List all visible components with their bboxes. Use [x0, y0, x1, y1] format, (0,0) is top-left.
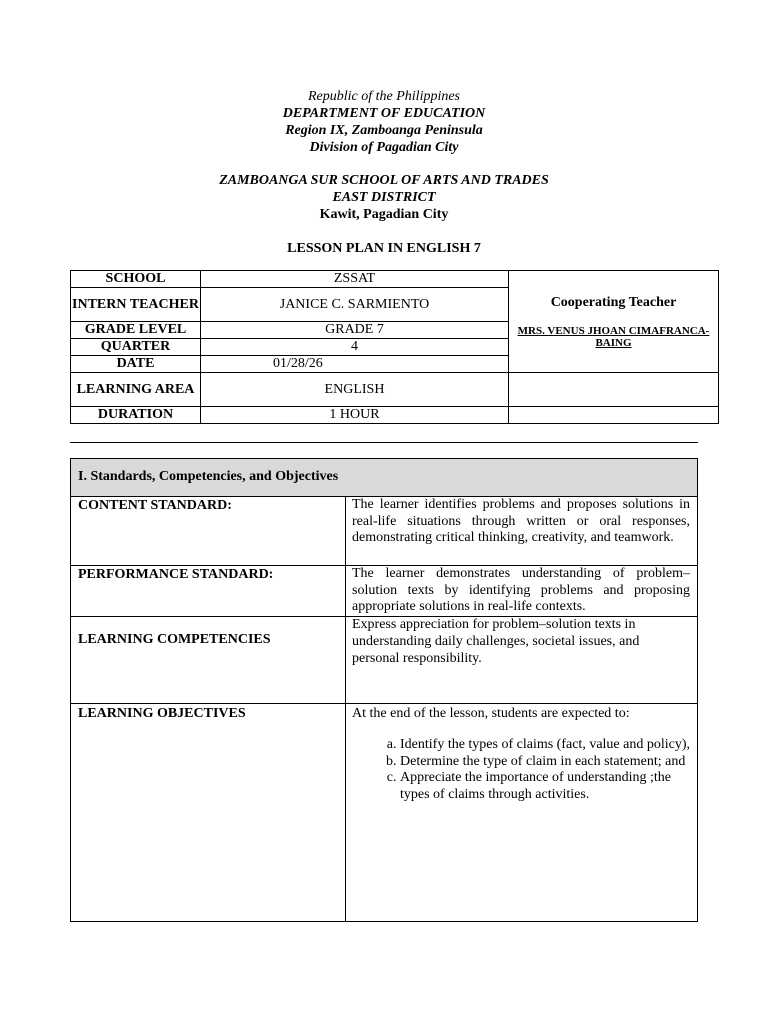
- grade-level-label: GRADE LEVEL: [71, 322, 201, 339]
- cooperating-teacher-name: MRS. VENUS JHOAN CIMAFRANCA-BAING: [517, 324, 710, 349]
- table-row: [71, 704, 698, 922]
- school-label: SCHOOL: [71, 271, 201, 288]
- learning-objectives-label: LEARNING OBJECTIVES: [71, 704, 346, 922]
- cooperating-teacher-cell: [509, 271, 719, 373]
- header-district: EAST DISTRICT: [332, 190, 436, 205]
- header-department: DEPARTMENT OF EDUCATION: [282, 106, 486, 121]
- grade-level-value: GRADE 7: [201, 322, 509, 339]
- page-title: LESSON PLAN IN ENGLISH 7: [287, 241, 481, 256]
- table-row: [71, 566, 698, 617]
- intern-teacher-label: INTERN TEACHER: [71, 288, 201, 322]
- objectives-list: [352, 737, 690, 804]
- quarter-label: QUARTER: [71, 339, 201, 356]
- table-row: [71, 373, 719, 407]
- header-school-name: ZAMBOANGA SUR SCHOOL OF ARTS AND TRADES: [219, 173, 549, 188]
- learning-area-label: LEARNING AREA: [71, 373, 201, 407]
- duration-label: DURATION: [71, 407, 201, 424]
- table-row: [71, 497, 698, 566]
- date-value: 01/28/26: [201, 356, 509, 373]
- header-location: Kawit, Pagadian City: [319, 207, 449, 222]
- learning-area-value: ENGLISH: [201, 373, 509, 407]
- duration-value: 1 HOUR: [201, 407, 509, 424]
- learning-competencies-text: Express appreciation for problem–solution texts in understanding daily challenges, societal issues, and personal responsibility.: [346, 617, 698, 704]
- table-row: [71, 459, 698, 497]
- list-item: c. Appreciate the importance of understanding ;the types of claims through activities.: [400, 770, 690, 803]
- date-label: DATE: [71, 356, 201, 373]
- empty-cell: [509, 373, 719, 407]
- table-row: [71, 407, 719, 424]
- lesson-info-table: [70, 270, 719, 424]
- header-region: Region IX, Zamboanga Peninsula: [285, 123, 483, 138]
- performance-standard-label: PERFORMANCE STANDARD:: [71, 566, 346, 617]
- content-standard-label: CONTENT STANDARD:: [71, 497, 346, 566]
- learning-competencies-label: LEARNING COMPETENCIES: [71, 617, 346, 704]
- content-standard-text: The learner identifies problems and proposes solutions in real-life situations through written or oral responses, demonstrating critical thinking, creativity, and teamwork.: [346, 497, 698, 566]
- learning-objectives-intro: At the end of the lesson, students are expected to:: [352, 706, 630, 722]
- standards-table: [70, 458, 698, 922]
- table-row: [71, 271, 719, 288]
- list-item: b. Determine the type of claim in each statement; and: [400, 754, 690, 771]
- intern-teacher-value: JANICE C. SARMIENTO: [201, 288, 509, 322]
- list-item: a. Identify the types of claims (fact, value and policy),: [400, 737, 690, 754]
- table-row: [71, 617, 698, 704]
- school-value: ZSSAT: [201, 271, 509, 288]
- empty-cell: [509, 407, 719, 424]
- header-republic: Republic of the Philippines: [307, 89, 461, 104]
- learning-objectives-cell: [346, 704, 698, 922]
- quarter-value: 4: [201, 339, 509, 356]
- performance-standard-text: The learner demonstrates understanding of problem–solution texts by identifying problems and proposing appropriate solutions in real-life contexts.: [346, 566, 698, 617]
- header-division: Division of Pagadian City: [309, 140, 459, 155]
- section-title: I. Standards, Competencies, and Objectives: [71, 459, 698, 497]
- divider: [70, 442, 698, 443]
- cooperating-teacher-title: Cooperating Teacher: [550, 294, 677, 310]
